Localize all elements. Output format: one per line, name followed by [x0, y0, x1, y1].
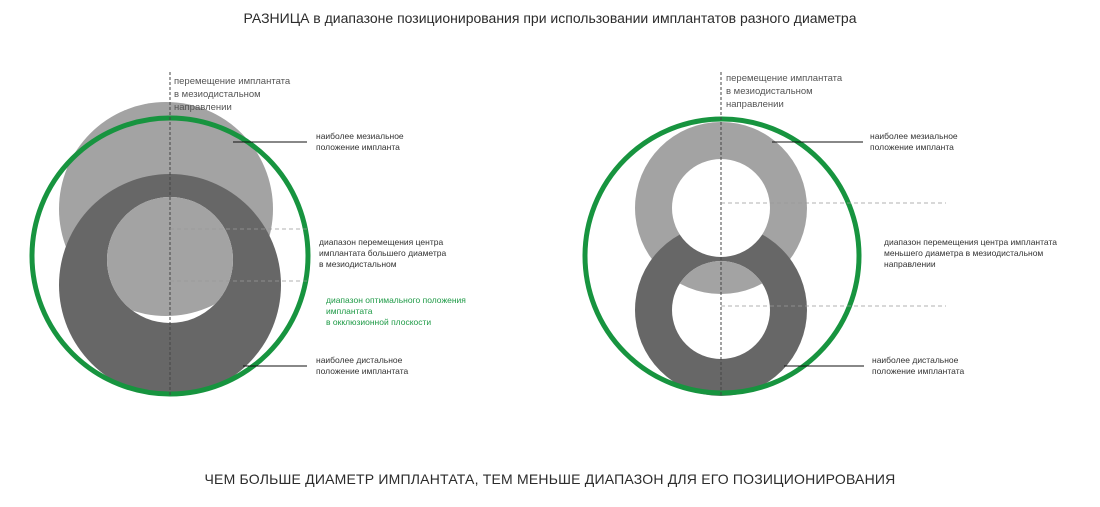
left-optimal-range-label: диапазон оптимального положения имплантата в окклюзионной плоскости [326, 295, 466, 327]
right-range-label: диапазон перемещения центра имплантата меньшего диаметра в мезиодистальном направлении [884, 237, 1057, 269]
left-mesial-label: наиболее мезиальное положение импланта [316, 131, 404, 152]
page-title: РАЗНИЦА в диапазоне позиционирования при использовании имплантатов разного диаметра [243, 10, 857, 26]
right-diagram [585, 72, 946, 396]
left-distal-label: наиболее дистальное положение имплантата [316, 355, 409, 376]
right-mesial-label: наиболее мезиальное положение импланта [870, 131, 958, 152]
footer-conclusion: ЧЕМ БОЛЬШЕ ДИАМЕТР ИМПЛАНТАТА, ТЕМ МЕНЬШЕ ДИАПАЗОН ДЛЯ ЕГО ПОЗИЦИОНИРОВАНИЯ [204, 471, 896, 487]
left-diagram [32, 72, 310, 396]
left-movement-label: перемещение имплантата в мезиодистальном направлении [174, 76, 291, 113]
right-distal-label: наиболее дистальное положение имплантата [872, 355, 965, 376]
left-range-label: диапазон перемещения центра имплантата большего диаметра в мезиодистальном [319, 237, 447, 269]
right-movement-label: перемещение имплантата в мезиодистальном направлении [726, 73, 843, 110]
